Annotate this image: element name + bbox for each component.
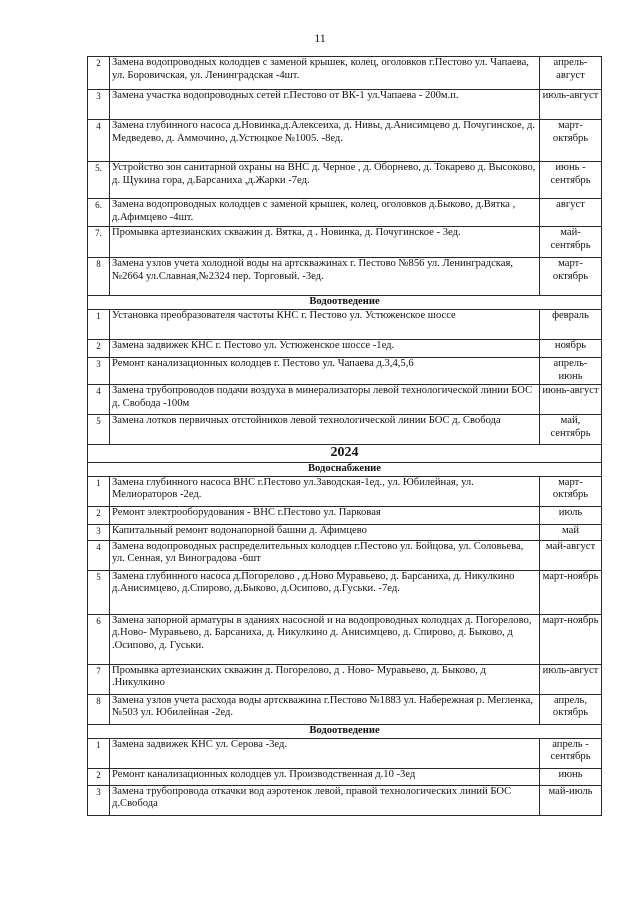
work-period: июнь bbox=[540, 768, 602, 785]
work-period: март-октябрь bbox=[540, 476, 602, 506]
work-description: Устройство зон санитарной охраны на ВНС д. Черное , д. Оборнево, д. Токарево д. Высоково, д. Щукина гора, д.Барсаниха ,д.Жарки -7ед. bbox=[110, 162, 540, 199]
work-description: Промывка артезианских скважин д. Погорелово, д . Ново- Муравьево, д. Быково, д .Никулкино bbox=[110, 664, 540, 694]
row-number: 8 bbox=[88, 258, 110, 296]
page-number: 11 bbox=[314, 31, 326, 45]
work-period: февраль bbox=[540, 310, 602, 340]
table-row bbox=[88, 358, 602, 385]
work-description: Замена задвижек КНС г. Пестово ул. Устюженское шоссе -1ед. bbox=[110, 340, 540, 358]
work-period: март-ноябрь bbox=[540, 614, 602, 664]
work-period: июль-август bbox=[540, 90, 602, 120]
work-description: Замена глубинного насоса ВНС г.Пестово ул.Заводская-1ед., ул. Юбилейная, ул. Мелиораторов -2ед. bbox=[110, 476, 540, 506]
work-description: Замена водопроводных колодцев с заменой крышек, колец, оголовков д.Быково, д.Вятка , д.Афимцево -4шт. bbox=[110, 199, 540, 227]
table-row bbox=[88, 540, 602, 570]
work-plan-table bbox=[87, 56, 602, 816]
work-period: август bbox=[540, 199, 602, 227]
table-row bbox=[88, 227, 602, 258]
work-period: апрель, октябрь bbox=[540, 694, 602, 724]
work-description: Замена трубопроводов подачи воздуха в минерализаторы левой технологической линии БОС д. Свобода -100м bbox=[110, 385, 540, 415]
section-heading-row bbox=[88, 724, 602, 738]
table-row bbox=[88, 524, 602, 540]
row-number: 4 bbox=[88, 120, 110, 162]
row-number: 4 bbox=[88, 540, 110, 570]
table-row bbox=[88, 785, 602, 815]
table-row bbox=[88, 614, 602, 664]
work-description: Ремонт канализационных колодцев ул. Производственная д.10 -3ед bbox=[110, 768, 540, 785]
table-row bbox=[88, 506, 602, 524]
work-period: май-август bbox=[540, 540, 602, 570]
row-number: 2 bbox=[88, 506, 110, 524]
table-row bbox=[88, 385, 602, 415]
work-period: апрель-июнь bbox=[540, 358, 602, 385]
work-period: май-сентябрь bbox=[540, 227, 602, 258]
section-heading: Водоотведение bbox=[88, 724, 602, 738]
row-number: 5 bbox=[88, 570, 110, 614]
work-period: май, сентябрь bbox=[540, 415, 602, 445]
work-period: апрель - сентябрь bbox=[540, 738, 602, 768]
year-heading: 2024 bbox=[88, 445, 602, 463]
row-number: 4 bbox=[88, 385, 110, 415]
row-number: 3 bbox=[88, 785, 110, 815]
work-period: ноябрь bbox=[540, 340, 602, 358]
work-plan-body bbox=[88, 57, 602, 816]
row-number: 5 bbox=[88, 415, 110, 445]
row-number: 6 bbox=[88, 614, 110, 664]
table-row bbox=[88, 199, 602, 227]
work-period: май-июль bbox=[540, 785, 602, 815]
section-heading: Водоотведение bbox=[88, 296, 602, 310]
work-period: май bbox=[540, 524, 602, 540]
section-heading-row bbox=[88, 463, 602, 477]
work-description: Промывка артезианских скважин д. Вятка, д . Новинка, д. Почугинское - 3ед. bbox=[110, 227, 540, 258]
work-description: Ремонт электрооборудования - ВНС г.Пестово ул. Парковая bbox=[110, 506, 540, 524]
row-number: 5. bbox=[88, 162, 110, 199]
table-row bbox=[88, 340, 602, 358]
row-number: 3 bbox=[88, 90, 110, 120]
row-number: 6. bbox=[88, 199, 110, 227]
table-row bbox=[88, 570, 602, 614]
work-period: март-ноябрь bbox=[540, 570, 602, 614]
work-description: Установка преобразователя частоты КНС г. Пестово ул. Устюженское шоссе bbox=[110, 310, 540, 340]
row-number: 3 bbox=[88, 358, 110, 385]
work-description: Замена запорной арматуры в зданиях насосной и на водопроводных колодцах д. Погорелово, д.Ново- Муравьево, д. Барсаниха, д. Никулкино д. Анисимцево, д. Спирово, д. Быково, д .Осипово, д. Гуськи. bbox=[110, 614, 540, 664]
work-period: июнь-август bbox=[540, 385, 602, 415]
row-number: 2 bbox=[88, 57, 110, 90]
row-number: 7 bbox=[88, 664, 110, 694]
work-period: июль-август bbox=[540, 664, 602, 694]
work-description: Замена задвижек КНС ул. Серова -3ед. bbox=[110, 738, 540, 768]
row-number: 1 bbox=[88, 310, 110, 340]
work-period: март-октябрь bbox=[540, 120, 602, 162]
row-number: 8 bbox=[88, 694, 110, 724]
row-number: 3 bbox=[88, 524, 110, 540]
row-number: 2 bbox=[88, 340, 110, 358]
row-number: 2 bbox=[88, 768, 110, 785]
work-description: Замена водопроводных распределительных колодцев г.Пестово ул. Бойцова, ул. Соловьева, ул. Сенная, ул Виноградова -6шт bbox=[110, 540, 540, 570]
work-description: Ремонт канализационных колодцев г. Пестово ул. Чапаева д.3,4,5,6 bbox=[110, 358, 540, 385]
work-period: июль bbox=[540, 506, 602, 524]
table-row bbox=[88, 768, 602, 785]
work-description: Замена лотков первичных отстойников левой технологической линии БОС д. Свобода bbox=[110, 415, 540, 445]
section-heading-row bbox=[88, 296, 602, 310]
table-row bbox=[88, 415, 602, 445]
work-description: Замена участка водопроводных сетей г.Пестово от ВК-1 ул.Чапаева - 200м.п. bbox=[110, 90, 540, 120]
work-description: Замена водопроводных колодцев с заменой крышек, колец, оголовков г.Пестово ул. Чапаева, ул. Боровичская, ул. Ленинградская -4шт. bbox=[110, 57, 540, 90]
table-row bbox=[88, 664, 602, 694]
work-description: Капитальный ремонт водонапорной башни д. Афимцево bbox=[110, 524, 540, 540]
work-description: Замена трубопровода откачки вод аэротенок левой, правой технологических линий БОС д.Свобода bbox=[110, 785, 540, 815]
year-heading-row bbox=[88, 445, 602, 463]
row-number: 1 bbox=[88, 738, 110, 768]
table-row bbox=[88, 310, 602, 340]
work-period: март-октябрь bbox=[540, 258, 602, 296]
row-number: 1 bbox=[88, 476, 110, 506]
section-heading: Водоснабжение bbox=[88, 463, 602, 477]
table-row bbox=[88, 694, 602, 724]
work-period: апрель-август bbox=[540, 57, 602, 90]
table-row bbox=[88, 57, 602, 90]
table-row bbox=[88, 476, 602, 506]
table-row bbox=[88, 162, 602, 199]
table-row bbox=[88, 738, 602, 768]
work-period: июнь - сентябрь bbox=[540, 162, 602, 199]
table-row bbox=[88, 258, 602, 296]
work-description: Замена узлов учета холодной воды на артскважинах г. Пестово №856 ул. Ленинградская, №2664 ул.Славная,№2324 пер. Торговый. -3ед. bbox=[110, 258, 540, 296]
work-description: Замена глубинного насоса д.Погорелово , д.Ново Муравьево, д. Барсаниха, д. Никулкино д.Анисимцево, д.Спирово, д.Быково, д.Осипово, д.Гуськи. -7ед. bbox=[110, 570, 540, 614]
table-row bbox=[88, 120, 602, 162]
work-description: Замена глубинного насоса д.Новинка,д.Алексеиха, д. Нивы, д.Анисимцево д. Почугинское, д. Медведево, д. Аммочино, д.Устюцкое №1005. -8ед. bbox=[110, 120, 540, 162]
work-description: Замена узлов учета расхода воды артскважина г.Пестово №1883 ул. Набережная р. Мегленка, №503 ул. Юбилейная -2ед. bbox=[110, 694, 540, 724]
row-number: 7. bbox=[88, 227, 110, 258]
table-row bbox=[88, 90, 602, 120]
